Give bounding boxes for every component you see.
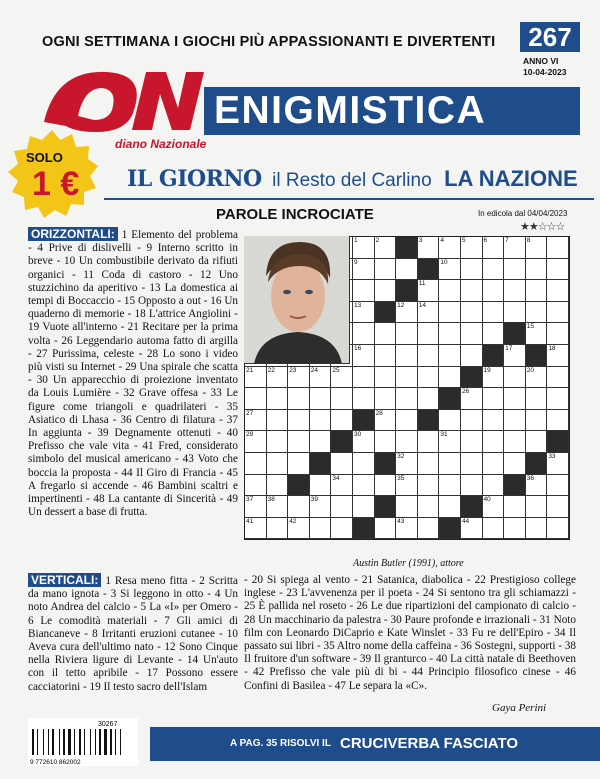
grid-black-cell — [396, 237, 418, 259]
grid-cell[interactable] — [439, 431, 461, 453]
cell-number: 34 — [332, 474, 340, 482]
grid-cell[interactable] — [526, 259, 548, 281]
barcode-bar — [59, 729, 60, 755]
barcode-bar — [63, 729, 65, 755]
grid-cell[interactable] — [288, 431, 310, 453]
barcode-bar — [115, 729, 116, 755]
grid-cell[interactable] — [375, 388, 397, 410]
grid-cell[interactable] — [267, 410, 289, 432]
grid-cell[interactable] — [439, 475, 461, 497]
grid-cell[interactable] — [396, 410, 418, 432]
grid-cell[interactable] — [310, 388, 332, 410]
grid-cell[interactable] — [418, 496, 440, 518]
cell-number: 19 — [483, 366, 491, 374]
grid-cell[interactable] — [418, 388, 440, 410]
barcode-bar — [48, 729, 49, 755]
grid-cell[interactable] — [483, 475, 505, 497]
grid-cell[interactable] — [483, 367, 505, 389]
grid-cell[interactable] — [483, 259, 505, 281]
promo-big-text: CRUCIVERBA FASCIATO — [340, 735, 519, 752]
grid-cell[interactable] — [288, 453, 310, 475]
grid-black-cell — [396, 280, 418, 302]
grid-black-cell — [461, 367, 483, 389]
grid-cell[interactable] — [418, 453, 440, 475]
cell-number: 26 — [461, 388, 470, 396]
barcode-bar — [104, 729, 107, 755]
grid-cell[interactable] — [375, 431, 397, 453]
cell-number: 37 — [246, 496, 254, 504]
grid-black-cell — [418, 259, 440, 281]
grid-cell[interactable] — [504, 302, 526, 324]
cell-number: 44 — [461, 517, 470, 525]
grid-cell[interactable] — [310, 431, 332, 453]
grid-cell[interactable] — [331, 518, 353, 540]
grid-cell[interactable] — [461, 388, 483, 410]
cell-number: 23 — [289, 366, 297, 374]
grid-cell[interactable] — [310, 496, 332, 518]
issue-date: 10-04-2023 — [523, 67, 567, 77]
cell-number: 10 — [440, 258, 448, 266]
grid-cell[interactable] — [396, 388, 418, 410]
verticali-text-col2: - 20 Si spiega al vento - 21 Satanica, diabolica - 22 Prestigioso college inglese - 23 L'avvenenza per il poeta - 24 Si sentono tra gli schiamazzi - 25 È pallida nel roseto - 26 Le due ripartizioni del campionato di calcio - 28 Un macchinario da palestra - 30 Paure profonde e irrazionali - 31 Noto film con Leonardo DiCaprio e Kate Winslet - 33 Fu re dell'Epiro - 34 Il passato sui libri - 35 Altro nome della caffeina - 36 Sostegni, supporti - 38 Il fruitore d'un software - 39 Il granturco - 40 La città natale di Beethoven - 42 Prefisso che vale più di bi - 44 Principio filosofico cinese - 46 Confini di Basilea - 47 Le separa la «C». — [244, 574, 576, 692]
cell-number: 39 — [310, 496, 319, 504]
barcode-icon — [28, 718, 138, 766]
grid-cell[interactable] — [461, 323, 483, 345]
grid-cell[interactable] — [396, 431, 418, 453]
cell-number: 12 — [397, 301, 405, 309]
grid-cell[interactable] — [245, 475, 267, 497]
author-signature: Gaya Perini — [492, 702, 547, 714]
cell-number: 3 — [418, 237, 423, 244]
grid-cell[interactable] — [353, 259, 375, 281]
orizzontali-heading: ORIZZONTALI: — [28, 227, 118, 241]
grid-cell[interactable] — [461, 280, 483, 302]
grid-cell[interactable] — [375, 259, 397, 281]
grid-cell[interactable] — [461, 475, 483, 497]
grid-black-cell — [504, 323, 526, 345]
grid-cell[interactable] — [526, 302, 548, 324]
grid-cell[interactable] — [331, 453, 353, 475]
cell-number: 25 — [332, 366, 340, 374]
grid-cell[interactable] — [245, 518, 267, 540]
price-value: 1 € — [32, 165, 80, 203]
barcode-bar — [68, 729, 71, 755]
grid-cell[interactable] — [461, 431, 483, 453]
cell-number: 32 — [397, 452, 405, 460]
grid-cell[interactable] — [526, 280, 548, 302]
grid-cell[interactable] — [267, 518, 289, 540]
grid-cell[interactable] — [547, 237, 569, 259]
grid-cell[interactable] — [310, 518, 332, 540]
grid-cell[interactable] — [267, 367, 289, 389]
grid-black-cell — [375, 302, 397, 324]
grid-black-cell — [418, 410, 440, 432]
paper-il-giorno: IL GIORNO — [127, 166, 262, 192]
grid-black-cell — [288, 475, 310, 497]
grid-black-cell — [504, 475, 526, 497]
grid-cell[interactable] — [547, 496, 569, 518]
grid-cell[interactable] — [375, 237, 397, 259]
availability-note: In edicola dal 04/04/2023 — [478, 209, 568, 218]
photo-caption: Austin Butler (1991), attore — [353, 558, 464, 569]
grid-black-cell — [353, 410, 375, 432]
grid-cell[interactable] — [375, 345, 397, 367]
grid-cell[interactable] — [504, 345, 526, 367]
barcode-bar — [32, 729, 34, 755]
cell-number: 33 — [548, 452, 556, 460]
cell-number: 1 — [353, 237, 358, 244]
grid-cell[interactable] — [267, 496, 289, 518]
cell-number: 9 — [353, 258, 358, 266]
cell-number: 27 — [246, 409, 254, 417]
grid-cell[interactable] — [267, 431, 289, 453]
grid-cell[interactable] — [267, 475, 289, 497]
grid-cell[interactable] — [439, 410, 461, 432]
grid-cell[interactable] — [547, 410, 569, 432]
cell-number: 35 — [397, 474, 405, 482]
promo-small-text: A PAG. 35 RISOLVI IL — [230, 738, 331, 749]
paper-resto-del-carlino: il Resto del Carlino — [272, 170, 432, 191]
grid-cell[interactable] — [310, 475, 332, 497]
grid-cell[interactable] — [526, 431, 548, 453]
logo-subtitle: diano Nazionale — [115, 137, 207, 151]
celebrity-photo — [244, 236, 350, 364]
grid-cell[interactable] — [461, 453, 483, 475]
cell-number: 4 — [440, 237, 444, 244]
barcode-bar — [95, 729, 96, 755]
grid-cell[interactable] — [547, 367, 569, 389]
cell-number: 16 — [353, 344, 362, 352]
grid-cell[interactable] — [504, 367, 526, 389]
grid-cell[interactable] — [504, 496, 526, 518]
cell-number: 29 — [246, 431, 254, 439]
grid-black-cell — [331, 431, 353, 453]
grid-cell[interactable] — [288, 496, 310, 518]
cell-number: 21 — [246, 366, 254, 374]
cell-number: 22 — [267, 366, 275, 374]
price-label: SOLO — [26, 150, 63, 165]
grid-cell[interactable] — [331, 367, 353, 389]
grid-cell[interactable] — [504, 280, 526, 302]
grid-cell[interactable] — [439, 453, 461, 475]
grid-cell[interactable] — [353, 453, 375, 475]
grid-cell[interactable] — [461, 345, 483, 367]
cell-number: 24 — [310, 366, 319, 374]
grid-cell[interactable] — [526, 475, 548, 497]
grid-cell[interactable] — [526, 237, 548, 259]
barcode-bar — [43, 729, 44, 755]
grid-cell[interactable] — [461, 410, 483, 432]
cell-number: 15 — [526, 323, 534, 331]
barcode-bar — [79, 729, 81, 755]
issue-number: 267 — [520, 22, 580, 52]
grid-cell[interactable] — [483, 323, 505, 345]
barcode-digits: 9 772610 862002 — [30, 759, 81, 766]
portrait-image — [244, 236, 350, 364]
grid-cell[interactable] — [331, 388, 353, 410]
divider — [104, 198, 594, 200]
grid-cell[interactable] — [504, 453, 526, 475]
grid-cell[interactable] — [439, 259, 461, 281]
grid-cell[interactable] — [547, 302, 569, 324]
grid-cell[interactable] — [439, 323, 461, 345]
grid-cell[interactable] — [504, 237, 526, 259]
cell-number: 8 — [526, 237, 531, 244]
grid-cell[interactable] — [288, 367, 310, 389]
grid-cell[interactable] — [396, 496, 418, 518]
cell-number: 40 — [483, 496, 491, 504]
grid-cell[interactable] — [461, 518, 483, 540]
grid-cell[interactable] — [483, 388, 505, 410]
partner-papers — [127, 166, 578, 192]
grid-cell[interactable] — [547, 518, 569, 540]
grid-cell[interactable] — [483, 453, 505, 475]
grid-cell[interactable] — [483, 410, 505, 432]
barcode-bar — [120, 729, 121, 755]
grid-cell[interactable] — [310, 367, 332, 389]
cell-number: 13 — [353, 301, 362, 309]
grid-cell[interactable] — [353, 496, 375, 518]
cell-number: 18 — [548, 344, 556, 352]
grid-cell[interactable] — [396, 518, 418, 540]
grid-cell[interactable] — [504, 431, 526, 453]
grid-black-cell — [310, 453, 332, 475]
grid-cell[interactable] — [375, 367, 397, 389]
grid-cell[interactable] — [547, 323, 569, 345]
grid-cell[interactable] — [418, 280, 440, 302]
barcode-bar — [99, 729, 101, 755]
cell-number: 14 — [418, 301, 426, 309]
verticali-text-col1: 1 Resa meno fitta - 2 Scritta da mano ignota - 3 Si leggono in otto - 4 Un noto Andrea del calcio - 5 La «I» per Omero - 6 Le comodità materiali - 7 Gli amici di Biancaneve - 8 Irritanti eruzioni cutanee - 10 Aveva cura dell'ultimo nato - 12 Sono Cinque nella Riviera ligure di Levante - 14 Un'auto con il tetto apribile - 17 Possono essere cacciatorini - 19 Il testo sacro dell'Islam — [28, 575, 238, 693]
cell-number: 38 — [267, 496, 275, 504]
barcode-top-text: 30267 — [98, 721, 118, 728]
cell-number: 31 — [440, 431, 448, 439]
grid-cell[interactable] — [375, 475, 397, 497]
grid-cell[interactable] — [245, 388, 267, 410]
grid-cell[interactable] — [418, 345, 440, 367]
year-label: ANNO VI — [523, 56, 559, 66]
grid-cell[interactable] — [547, 280, 569, 302]
cell-number: 28 — [375, 409, 383, 417]
grid-cell[interactable] — [547, 388, 569, 410]
grid-cell[interactable] — [439, 367, 461, 389]
grid-cell[interactable] — [461, 237, 483, 259]
grid-cell[interactable] — [504, 518, 526, 540]
cell-number: 2 — [375, 237, 380, 244]
orizzontali-text: 1 Elemento del problema - 4 Prive di dislivelli - 9 Interno scritto in breve - 10 Un combustibile derivato da rifiuti organici - 11 Coda di castoro - 12 Uno stuzzichino da aperitivo - 13 La domestica ai tempi di Boccaccio - 15 Opposto a out - 16 Un quaderno di memorie - 18 L'attrice Angiolini - 19 Vuote all'interno - 21 Recitare per la prima volta - 26 Leggendario automa fatto di argilla - 27 Purissima, celeste - 28 Lo sono i video più visti su Internet - 29 Una spirale che scatta - 30 Un apparecchio di proiezione inventato da Louis Lumière - 32 Grave offesa - 33 Le figure come triangoli e quadrilateri - 35 Asiatico di Lhasa - 36 Centro di filatura - 37 In aggiunta - 39 Degnamente ottenuti - 40 Prefisso che vale vita - 41 Fred, considerato simbolo del musical americano - 43 Voto che boccia la proposta - 44 Il Giro di Francia - 45 A fregarlo si accende - 46 Bambini scaltri e impertinenti - 48 La cantante di Sincerità - 49 Un dessert a base di frutta. — [28, 229, 238, 519]
grid-cell[interactable] — [439, 496, 461, 518]
grid-cell[interactable] — [245, 431, 267, 453]
grid-cell[interactable] — [547, 345, 569, 367]
grid-cell[interactable] — [353, 302, 375, 324]
cell-number: 41 — [246, 517, 254, 525]
cell-number: 36 — [526, 474, 534, 482]
barcode-bar — [52, 729, 54, 755]
brand-title: ENIGMISTICA — [204, 87, 580, 135]
barcode-bar — [90, 729, 91, 755]
grid-cell[interactable] — [353, 237, 375, 259]
grid-cell[interactable] — [504, 259, 526, 281]
barcode-bar — [84, 729, 85, 755]
grid-cell[interactable] — [439, 237, 461, 259]
grid-cell[interactable] — [483, 496, 505, 518]
grid-black-cell — [353, 518, 375, 540]
grid-cell[interactable] — [353, 323, 375, 345]
grid-cell[interactable] — [375, 518, 397, 540]
grid-cell[interactable] — [526, 518, 548, 540]
grid-cell[interactable] — [526, 388, 548, 410]
grid-cell[interactable] — [396, 345, 418, 367]
grid-cell[interactable] — [353, 475, 375, 497]
cell-number: 20 — [526, 366, 534, 374]
grid-black-cell — [375, 496, 397, 518]
verticali-heading: VERTICALI: — [28, 573, 101, 587]
grid-cell[interactable] — [483, 431, 505, 453]
grid-cell[interactable] — [439, 280, 461, 302]
grid-cell[interactable] — [396, 453, 418, 475]
grid-cell[interactable] — [396, 302, 418, 324]
barcode-bar — [110, 729, 112, 755]
grid-cell[interactable] — [483, 518, 505, 540]
cover-tagline: OGNI SETTIMANA I GIOCHI PIÙ APPASSIONANTI E DIVERTENTI — [42, 34, 496, 50]
cell-number: 30 — [353, 431, 362, 439]
grid-cell[interactable] — [547, 259, 569, 281]
grid-black-cell — [526, 345, 548, 367]
cell-number: 42 — [289, 517, 297, 525]
grid-cell[interactable] — [396, 259, 418, 281]
grid-black-cell — [483, 345, 505, 367]
grid-black-cell — [547, 431, 569, 453]
grid-cell[interactable] — [245, 410, 267, 432]
grid-cell[interactable] — [331, 496, 353, 518]
grid-black-cell — [375, 453, 397, 475]
grid-cell[interactable] — [504, 410, 526, 432]
cell-number: 17 — [505, 344, 513, 352]
grid-cell[interactable] — [245, 367, 267, 389]
grid-cell[interactable] — [331, 410, 353, 432]
grid-cell[interactable] — [439, 345, 461, 367]
grid-cell[interactable] — [288, 518, 310, 540]
grid-cell[interactable] — [353, 388, 375, 410]
grid-cell[interactable] — [504, 388, 526, 410]
grid-cell[interactable] — [245, 496, 267, 518]
grid-cell[interactable] — [267, 388, 289, 410]
cell-number: 7 — [505, 237, 509, 244]
grid-cell[interactable] — [310, 410, 332, 432]
grid-cell[interactable] — [547, 453, 569, 475]
grid-cell[interactable] — [353, 431, 375, 453]
cell-number: 43 — [397, 517, 405, 525]
grid-cell[interactable] — [331, 475, 353, 497]
barcode-bar — [74, 729, 75, 755]
grid-cell[interactable] — [418, 302, 440, 324]
grid-cell[interactable] — [375, 410, 397, 432]
grid-cell[interactable] — [375, 280, 397, 302]
grid-cell[interactable] — [353, 280, 375, 302]
barcode-bar — [37, 729, 38, 755]
cell-number: 5 — [461, 237, 466, 244]
grid-cell[interactable] — [288, 410, 310, 432]
grid-cell[interactable] — [461, 259, 483, 281]
grid-cell[interactable] — [396, 367, 418, 389]
cell-number: 6 — [483, 237, 488, 244]
grid-cell[interactable] — [526, 410, 548, 432]
grid-black-cell — [439, 518, 461, 540]
grid-cell[interactable] — [396, 475, 418, 497]
grid-cell[interactable] — [418, 518, 440, 540]
grid-cell[interactable] — [396, 323, 418, 345]
grid-cell[interactable] — [483, 302, 505, 324]
grid-cell[interactable] — [245, 453, 267, 475]
grid-cell[interactable] — [461, 302, 483, 324]
grid-cell[interactable] — [439, 302, 461, 324]
grid-cell[interactable] — [526, 496, 548, 518]
grid-cell[interactable] — [353, 345, 375, 367]
cell-number: 11 — [418, 280, 426, 288]
grid-cell[interactable] — [526, 323, 548, 345]
puzzle-title: PAROLE INCROCIATE — [216, 206, 374, 223]
grid-cell[interactable] — [288, 388, 310, 410]
promo-banner — [150, 727, 600, 761]
grid-cell[interactable] — [375, 323, 397, 345]
grid-cell[interactable] — [267, 453, 289, 475]
grid-cell[interactable] — [483, 237, 505, 259]
paper-la-nazione: LA NAZIONE — [444, 166, 578, 191]
grid-black-cell — [439, 388, 461, 410]
grid-cell[interactable] — [418, 323, 440, 345]
grid-cell[interactable] — [418, 475, 440, 497]
difficulty-stars: ★★☆☆☆ — [520, 221, 565, 233]
grid-cell[interactable] — [418, 237, 440, 259]
grid-cell[interactable] — [483, 280, 505, 302]
grid-cell[interactable] — [418, 431, 440, 453]
grid-black-cell — [461, 496, 483, 518]
grid-cell[interactable] — [418, 367, 440, 389]
grid-cell[interactable] — [353, 367, 375, 389]
grid-cell[interactable] — [547, 475, 569, 497]
grid-black-cell — [526, 453, 548, 475]
clues-orizzontali — [28, 228, 238, 519]
grid-cell[interactable] — [526, 367, 548, 389]
